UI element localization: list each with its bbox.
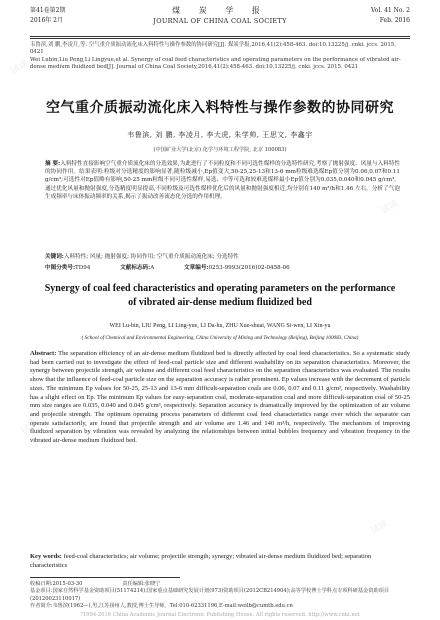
citation-en: Wei Lubin,Liu Peng,Li Lingyue,et al. Synergy of coal feed characteristics and operating parameters on the performance of vibrated air-dense medium fluidized bed[J]. Journal of China Coal Society,2016,41(2):458-463. doi:10.13225/j. cnki. jccs. 2015. 0421 <box>30 56 401 71</box>
date-en: Feb. 2016 <box>379 17 410 24</box>
background-watermark: 试读 <box>9 58 31 77</box>
authors-cn: 韦鲁滨, 刘 鹏, 李凌月, 李大虎, 朱学帅, 王思文, 李鑫宇 <box>127 131 313 139</box>
abstract-cn <box>45 160 400 201</box>
volume-issue-en: Vol. 41 No. 2 <box>370 7 410 14</box>
affiliation-cn: (中国矿业大学(北京) 化学与环境工程学院, 北京 100083) <box>153 147 287 153</box>
document-code: 文献标志码:A <box>120 265 155 271</box>
date-cn: 2016年 2月 <box>30 17 63 24</box>
footnotes <box>30 581 410 610</box>
footnote-editor: 责任编辑:张晓宁 <box>122 581 161 587</box>
keywords-cn <box>45 253 400 261</box>
background-watermark: 试读 <box>369 518 391 537</box>
keywords-cn-label: 关键词: <box>45 254 64 260</box>
cnki-watermark: ?1994-2016 China Academic Journal Electronic Publishing House. All rights reserved. http://www.cnki.net <box>80 612 360 618</box>
citation-cn: 韦鲁滨,刘 鹏,李凌月,等. 空气重介质振动流化床入料特性与操作参数的协同研究[J]. 煤炭学报,2016,41(2):458-463. doi:10.13225/j. cnki. jccs. 2015. 0421 <box>30 42 396 56</box>
footnote-received: 收稿日期:2015-03-30 <box>30 581 83 587</box>
keywords-en <box>30 553 410 570</box>
running-header <box>30 6 410 36</box>
keywords-en-label: Key words: <box>30 553 62 560</box>
abstract-en-label: Abstract: <box>30 350 57 357</box>
header-rule <box>30 36 410 37</box>
authors-en: WEI Lu-bin, LIU Peng, LI Ling-yue, LI Da-hu, ZHU Xue-shuai, WANG Si-wen, LI Xin-yu <box>109 323 331 329</box>
classification-line <box>45 264 400 272</box>
header-rule-thin <box>30 38 410 39</box>
paper-title-cn: 空气重介质振动流化床入料特性与操作参数的协同研究 <box>46 100 394 116</box>
background-watermark: 试读 <box>379 198 401 217</box>
journal-title-en: JOURNAL OF CHINA COAL SOCIETY <box>153 17 287 25</box>
footnote-fund: 基金项目:国家自然科学基金资助项目(51174214);国家重点基础研究发展计划(973)资助项目(2012CB214904);高等学校博士学科点专项科研基金资助项目(20120023110017) <box>30 588 390 602</box>
keywords-cn-text: 入料特性; 风量; 抛射强度; 协同作用; 空气重介质振动流化床; 分选特性 <box>63 254 239 260</box>
footnote-rule <box>30 577 180 578</box>
background-watermark: 试读 <box>19 418 41 437</box>
abstract-cn-label: 摘 要: <box>45 161 61 167</box>
clc-number: 中图分类号:TD94 <box>45 265 91 271</box>
volume-issue-cn: 第41卷第2期 <box>30 7 66 14</box>
paper-title-en: Synergy of coal feed characteristics and operating parameters on the performance of vibrated air-dense medium fluidized bed <box>44 283 396 308</box>
citation-block <box>30 42 410 72</box>
footnote-author: 作者简介:韦鲁滨(1962—),男,江苏扬州人,教授,博士生导师。Tel:010-62331196,E-mail:weilb@cumtb.edu.cn <box>30 602 293 609</box>
journal-title-cn: 煤 炭 学 报 <box>172 6 268 15</box>
affiliation-en: ( School of Chemical and Environmental Engineering, China University of Mining and Technology (Beijing), Beijing 100083, China) <box>81 335 359 341</box>
abstract-en-text: The separation efficiency of an air-dense medium fluidized bed is directly affected by coal feed characteristics. So a systematic study had been carried out to investigate the effect of feed-coal particle size and different washability on its separation characteristics. Moreover, the synergy between projectile strength, air volume and different coal feed characteristics on the separation characteristics was evaluated. The results show that the influence of feed-coal particle size on the separation accuracy is rather prominent. Ep values increase with the decrement of particle sizes. The minimum Ep values for 50-25, 25-13 and 13-6 mm difficult-separation coals are 0.06, 0.07 and 0.11 g/cm³, respectively. Washability has a slight effect on Ep. The minimum Ep values for easy-separation coal, moderate-separation coal and more difficult-separation coal of 50-25 mm size ranges are 0.035, 0.040 and 0.045 g/cm³, respectively. Separation accuracy is dramatically improved by the optimization of air volume and projectile strength. The optimum operating process parameters of different coal feed characteristics range over which the separator can operate satisfactorily, are found that projectile strength and air volume are 1.46 and 140 m³/h, respectively. The mechanism of improving fluidized separation by vibration was revealed by analyzing the relationships between initial bubbles frequency and vibration frequency in the vibrated air-dense medium fluidized bed. <box>30 350 410 445</box>
keywords-en-text: feed-coal characteristics; air volume; projectile strength; synergy; vibrated air-dense medium fluidized bed; separation characteristics <box>30 553 372 569</box>
abstract-cn-text: 入料特性直接影响空气重介质流化床的分选效果,为此进行了不同粒度和不同可选性煤样的分选特性研究,考察了抛射强度、风量与入料特性的协同作用。结果表明:粒级对分选精度的影响显著,随粒级减小,Ep值变大,50-25,25-13和13-6 mm粒级难选煤Ep值分别为0.06,0.07和0.11 g/cm³;可选性对Ep值略有影响,50-25 mm粒级不同可选性煤样,易选、中等可选和较难选煤样最小Ep值分别为0.035,0.040和0.045 g/cm³。通过优化风量和抛射强度,分选精度明显提高,不同粒级及可选性煤样优化后的风量和抛射强度相近,均分别在140 m³/h和1.46 左右。分析了气泡生成频率与床体振动频率的关系,揭示了振动改善流态化分选的作用机理。 <box>45 161 400 200</box>
article-number: 文章编号:0253-9993(2016)02-0458-06 <box>184 265 290 271</box>
abstract-en <box>30 350 410 446</box>
